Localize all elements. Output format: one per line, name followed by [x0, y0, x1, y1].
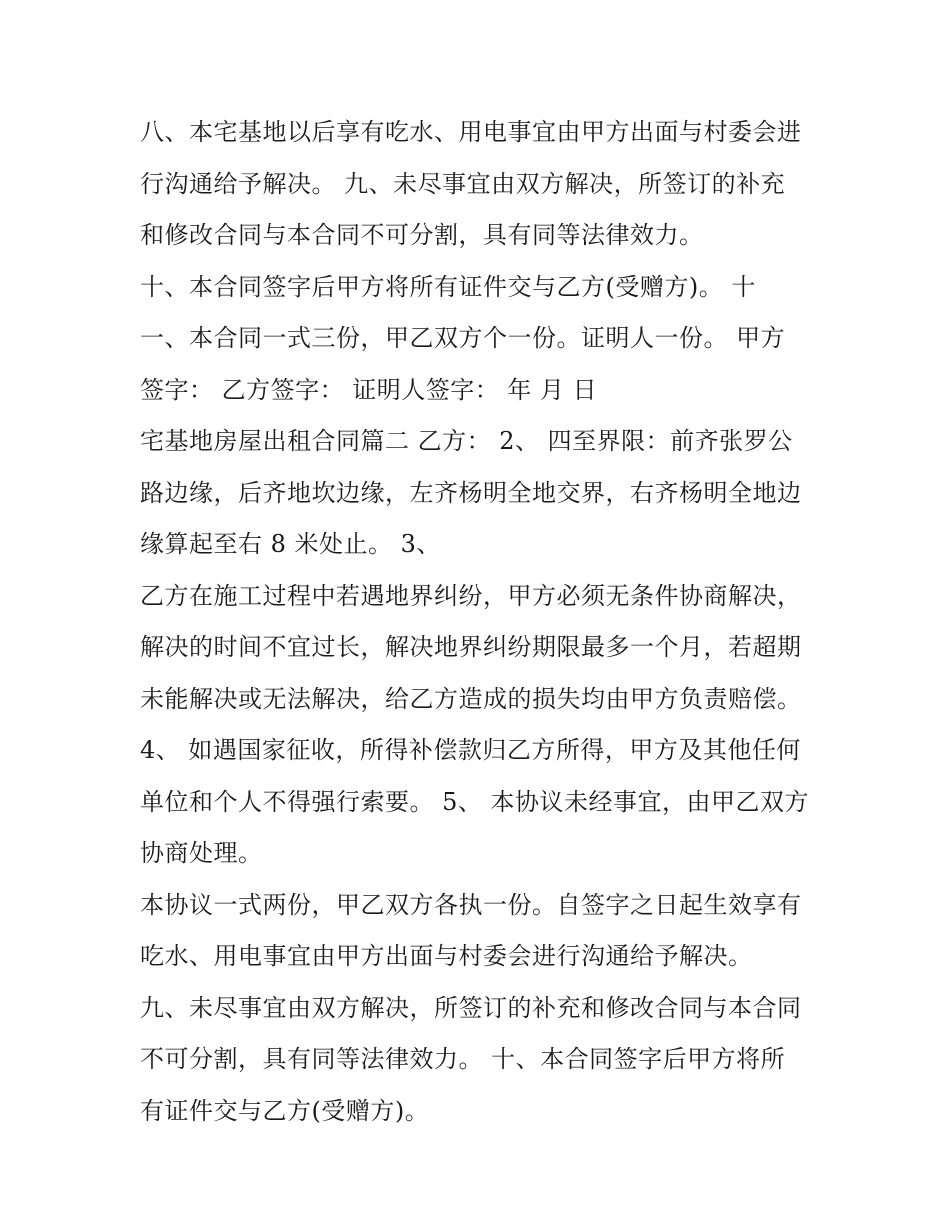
text-line: 九、未尽事宜由双方解决，所签订的补充和修改合同与本合同	[140, 993, 802, 1022]
text-line: 行沟通给予解决。 九、未尽事宜由双方解决，所签订的补充	[140, 169, 786, 198]
document-body	[140, 107, 820, 1137]
text-line: 乙方在施工过程中若遇地界纠纷，甲方必须无条件协商解决，	[140, 581, 802, 610]
text-line: 缘算起至右 8 米处止。 3、	[140, 530, 441, 558]
text-line: 八、本宅基地以后享有吃水、用电事宜由甲方出面与村委会进	[140, 118, 802, 146]
text-line: 吃水、用电事宜由甲方出面与村委会进行沟通给予解决。	[140, 942, 753, 970]
text-line: 解决的时间不宜过长，解决地界纠纷期限最多一个月，若超期	[140, 633, 802, 661]
text-line: 未能解决或无法解决，给乙方造成的损失均由甲方负责赔偿。	[140, 684, 802, 713]
text-line: 本协议一式两份，甲乙双方各执一份。自签字之日起生效享有	[140, 890, 802, 919]
text-line: 4、 如遇国家征收，所得补偿款归乙方所得，甲方及其他任何	[140, 736, 801, 764]
text-line: 宅基地房屋出租合同篇二 乙方： 2、 四至界限：前齐张罗公	[140, 427, 793, 455]
text-line: 单位和个人不得强行索要。 5、 本协议未经事宜，由甲乙双方	[140, 787, 810, 816]
text-line: 不可分割，具有同等法律效力。 十、本合同签字后甲方将所	[140, 1045, 786, 1073]
text-line: 协商处理。	[140, 839, 263, 867]
text-line: 十、本合同签字后甲方将所有证件交与乙方(受赠方)。 十	[140, 272, 756, 301]
text-line: 和修改合同与本合同不可分割，具有同等法律效力。	[140, 221, 704, 249]
text-line: 有证件交与乙方(受赠方)。	[140, 1096, 430, 1125]
text-line: 签字： 乙方签字： 证明人签字： 年 月 日	[140, 375, 598, 404]
text-line: 路边缘，后齐地坎边缘，左齐杨明全地交界，右齐杨明全地边	[140, 478, 802, 507]
text-line: 一、本合同一式三份，甲乙双方个一份。证明人一份。 甲方	[140, 324, 786, 352]
